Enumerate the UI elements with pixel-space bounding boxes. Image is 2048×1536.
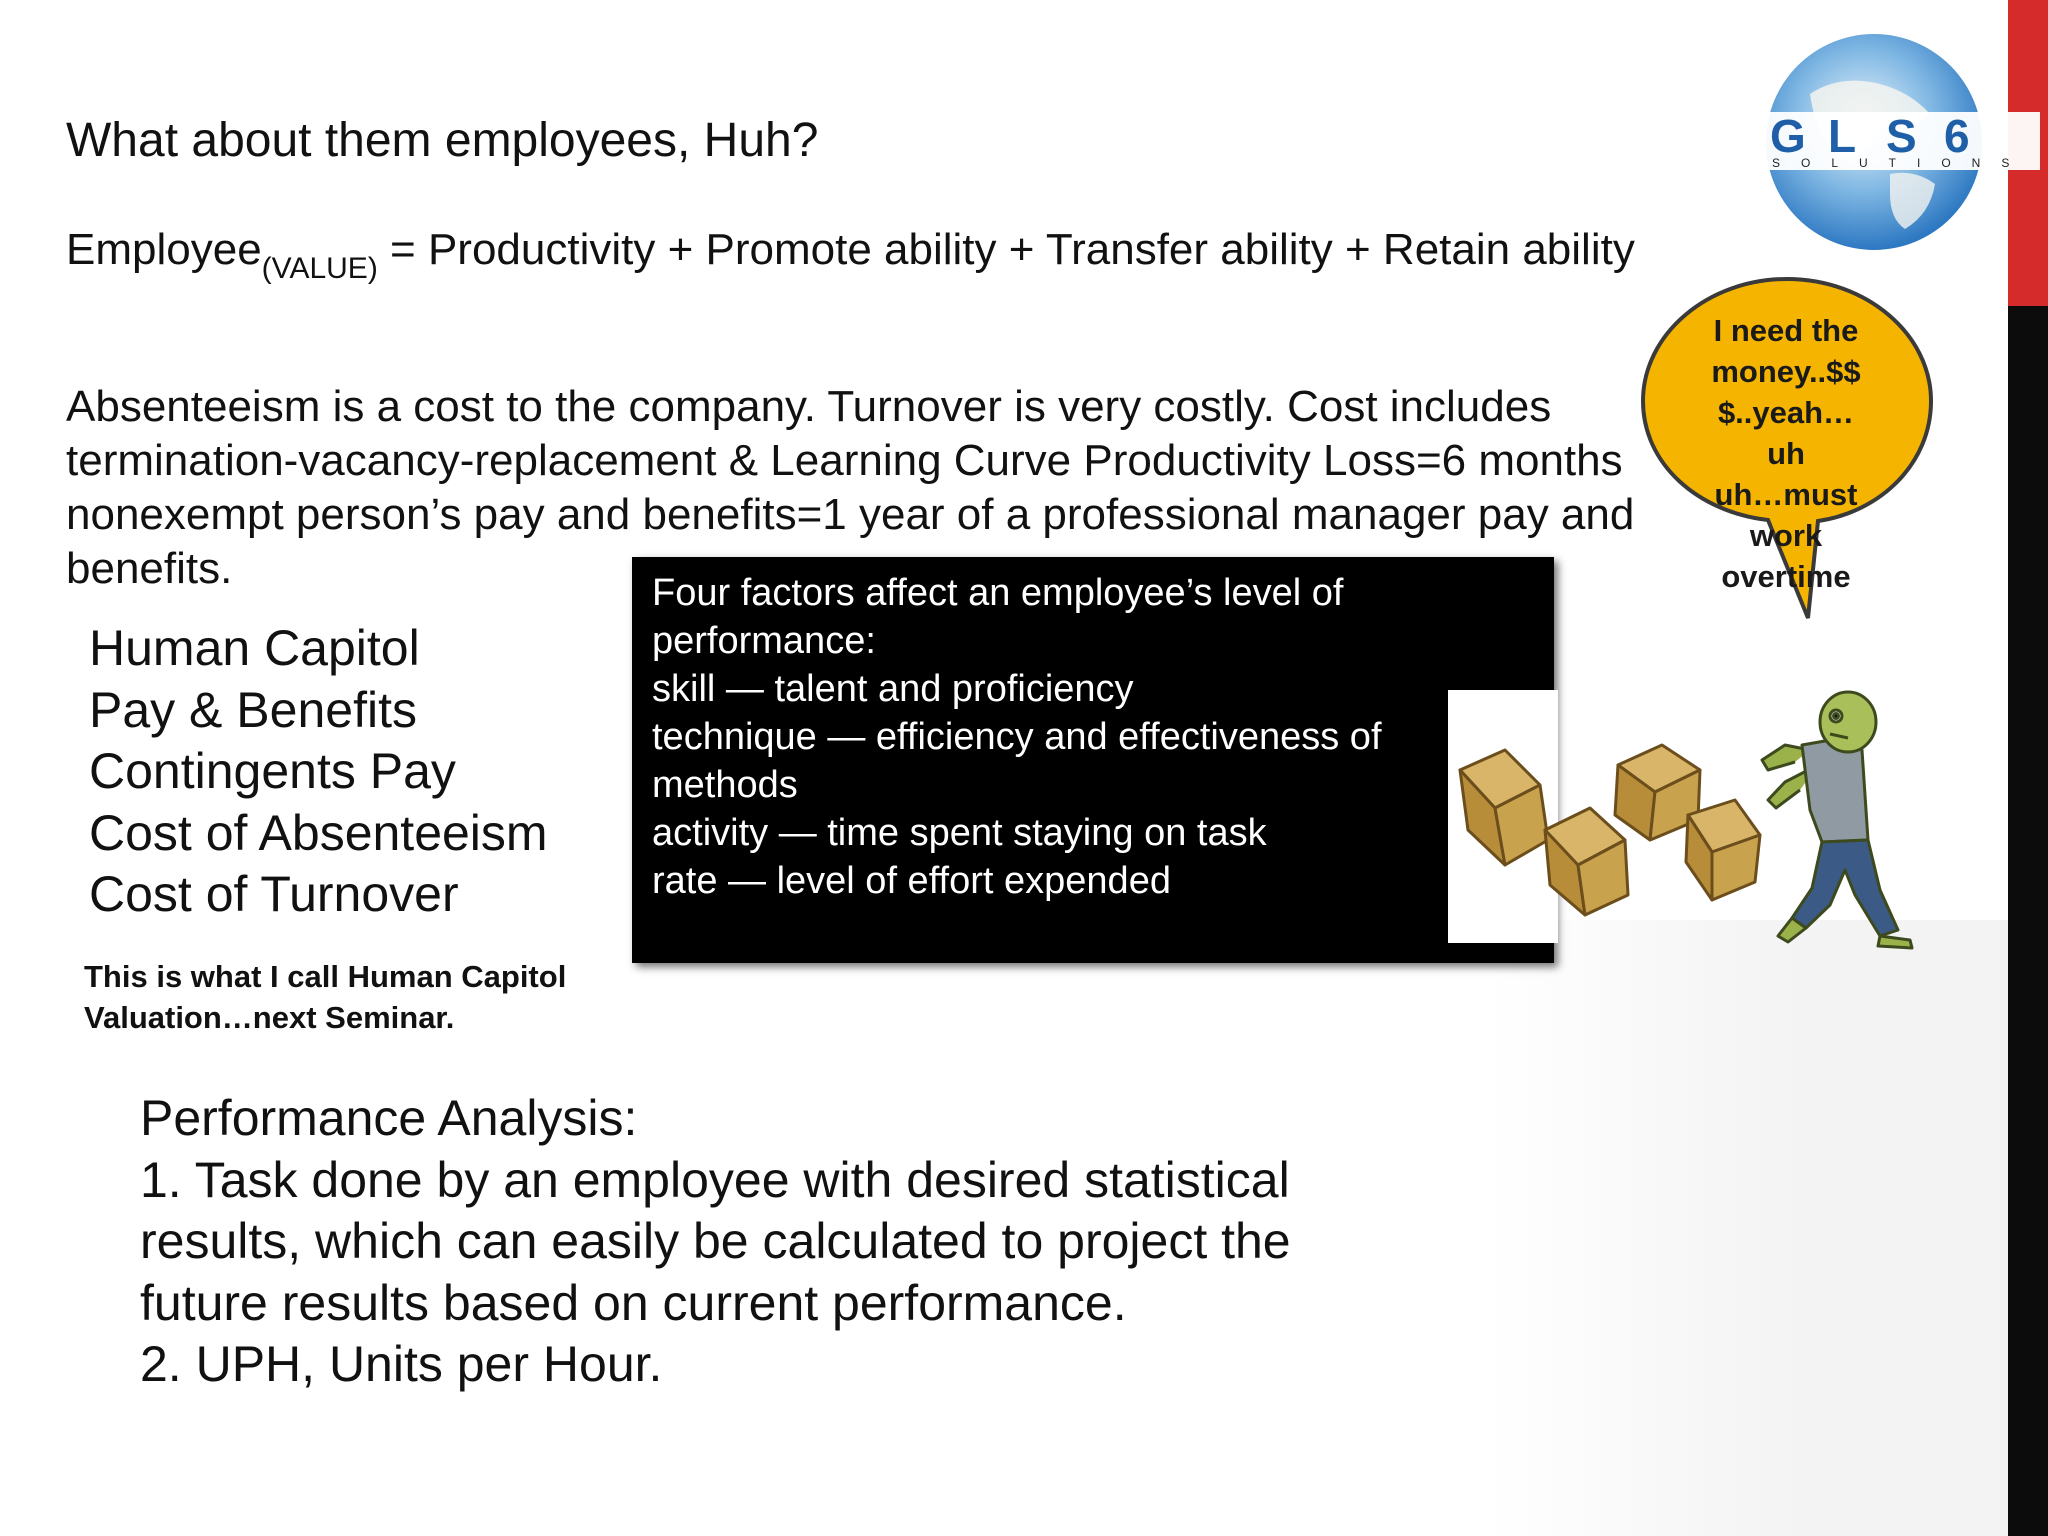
logo-letter-l: L [1828,110,1857,162]
list-item: Cost of Turnover [89,866,459,922]
note-line: Valuation…next Seminar. [84,1000,455,1035]
factors-line: technique — efficiency and effectiveness of [652,716,1382,758]
gls6-logo [1740,34,2040,254]
box-icon [1460,750,1548,865]
formula-subscript: (VALUE) [261,252,378,285]
background-shade [1488,920,2008,1536]
analysis-line: results, which can easily be calculated to project the [140,1213,1291,1269]
box-icon [1686,800,1760,900]
factors-line: rate — level of effort expended [652,860,1171,902]
value-formula [66,222,1635,297]
factors-line: performance: [652,620,876,662]
topic-list [89,618,548,926]
bubble-line: I need the [1713,313,1859,348]
logo-letter-g: G [1770,110,1806,162]
zombie-icon [1762,692,1912,948]
cost-paragraph: Absenteeism is a cost to the company. Turnover is very costly. Cost includes termination-vacancy-replacement & Learning Curve Productivity Loss=6 months nonexempt person’s pay and benefits=1 year of a professional manager pay and benefits. [66,382,1635,593]
speech-bubble-text [1668,310,1904,597]
factors-line: methods [652,764,798,806]
logo-tagline: SOLUTIONS [1772,156,2031,170]
list-item: Cost of Absenteeism [89,804,548,861]
factors-box [632,557,1554,963]
bubble-line: money..$$ [1711,354,1861,389]
bubble-line: uh [1767,436,1805,471]
factors-line: activity — time spent staying on task [652,812,1267,854]
analysis-line: future results based on current performance. [140,1274,1127,1331]
bubble-line: $..yeah… [1717,395,1855,430]
formula-lhs: Employee [66,225,262,274]
logo-letter-6: 6 [1944,110,1970,162]
bubble-line: overtime [1721,559,1851,594]
zombie-with-boxes-illustration [1450,690,1930,960]
formula-rhs: = Productivity + Promote ability + Transfer ability + Retain ability [377,225,1635,274]
accent-strip-black [2008,306,2048,1536]
box-icon [1545,808,1628,915]
list-item: Contingents Pay [89,743,456,799]
factors-line: Four factors affect an employee’s level of [652,572,1344,614]
bubble-line: uh…must [1714,477,1858,512]
factors-line: skill — talent and proficiency [652,668,1134,710]
bubble-line: work [1749,518,1823,553]
list-item: Human Capitol [89,620,420,676]
slide-title: What about them employees, Huh? [66,114,819,167]
seminar-note [84,956,664,1038]
logo-letter-s: S [1886,110,1917,162]
analysis-line: 1. Task done by an employee with desired statistical [140,1151,1290,1208]
list-item: Pay & Benefits [89,681,417,738]
performance-analysis [140,1088,1440,1396]
analysis-line: 2. UPH, Units per Hour. [140,1336,663,1392]
note-line: This is what I call Human Capitol [84,959,567,994]
factors-text [652,569,1452,905]
analysis-line: Performance Analysis: [140,1090,638,1146]
